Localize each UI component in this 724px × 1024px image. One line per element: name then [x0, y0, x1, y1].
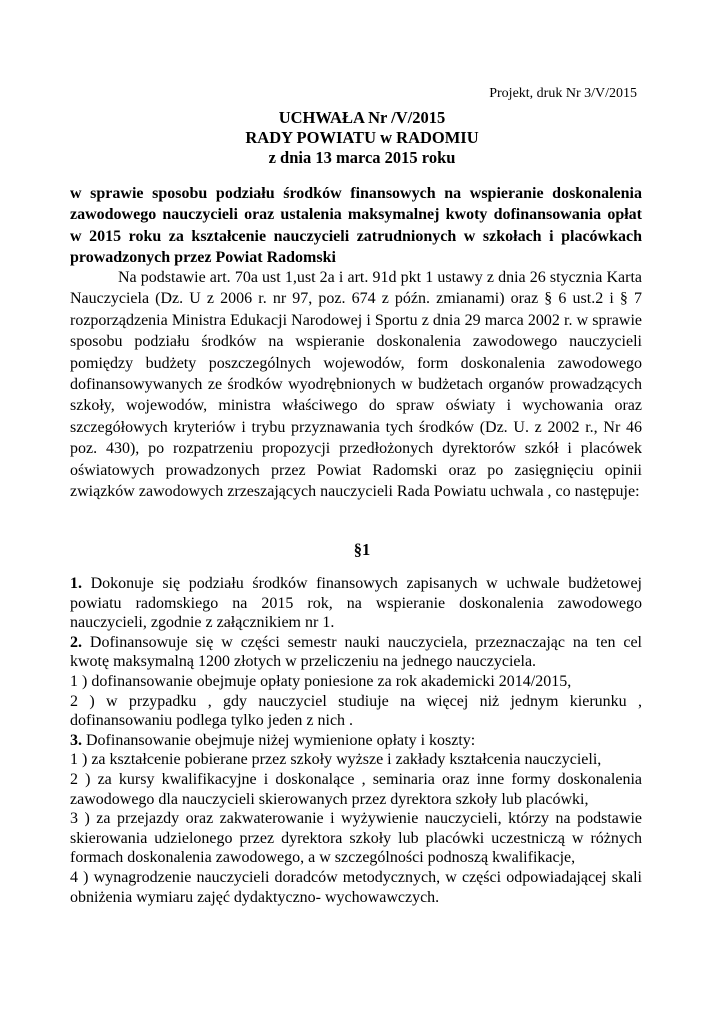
point-1 — [70, 574, 642, 633]
point-1-text: Dokonuje się podziału środków finansowych zapisanych w uchwale budżetowej powiatu radomskiego na 2015 rok, na wspieranie doskonalenia zawodowego nauczycieli, zgodnie z załącznikiem nr 1. — [70, 575, 642, 632]
resolution-subject: w sprawie sposobu podziału środków finansowych na wspieranie doskonalenia zawodowego nauczycieli oraz ustalenia maksymalnej kwoty dofinansowania opłat w 2015 roku za kształcenie nauczycieli zatrudnionych w szkołach i placówkach prowadzonych przez Powiat Radomski — [70, 185, 642, 267]
draft-reference: Projekt, druk Nr 3/V/2015 — [489, 86, 637, 101]
point-2-item-1: 1 ) dofinansowanie obejmuje opłaty poniesione za rok akademicki 2014/2015, — [70, 672, 572, 690]
point-2 — [70, 633, 642, 672]
point-2-number: 2. — [70, 633, 82, 651]
point-3-item-2: 2 ) za kursy kwalifikacyjne i doskonalące , seminaria oraz inne formy doskonalenia zawodowego dla nauczycieli skierowanych przez dyrektora szkoły lub placówki, — [70, 770, 642, 808]
point-2-text: Dofinansowuje się w części semestr nauki nauczyciela, przeznaczając na ten cel kwotę maksymalną 1200 złotych w przeliczeniu na jednego nauczyciela. — [70, 633, 642, 671]
legal-basis-text: Na podstawie art. 70a ust 1,ust 2a i art. 91d pkt 1 ustawy z dnia 26 stycznia Karta Nauczyciela (Dz. U z 2006 r. nr 97, poz. 674 z późn. zmianami) oraz § 6 ust.2 i § 7 rozporządzenia Ministra Edukacji Narodowej i Sportu z dnia 29 marca 2002 r. w sprawie sposobu podziału środków na wspieranie doskonalenia zawodowego nauczycieli pomiędzy budżety poszczególnych wojewodów, form doskonalenia zawodowego dofinansowywanych ze środków wyodrębnionych w budżetach organów prowadzących szkoły, wojewodów, ministra właściwego do spraw oświaty i wychowania oraz szczegółowych kryteriów i trybu przyznawania tych środków (Dz. U. z 2002 r., Nr 46 poz. 430), po rozpatrzeniu propozycji przedłożonych dyrektorów szkół i placówek oświatowych prowadzonych przez Powiat Radomski oraz po zasięgnięciu opinii związków zawodowych zrzeszających nauczycieli Rada Powiatu uchwala , co następuje: — [70, 269, 642, 501]
legal-basis-paragraph — [70, 267, 642, 502]
point-3-item-1: 1 ) za kształcenie pobierane przez szkoły wyższe i zakłady kształcenia nauczycieli, — [70, 751, 602, 769]
point-3-item-3: 3 ) za przejazdy oraz zakwaterowanie i wyżywienie nauczycieli, którzy na podstawie skierowania udzielonego przez dyrektora szkoły lub placówki uczestniczą w różnych formach doskonalenia zawodowego, a w szczególności podnoszą kwalifikacje, — [70, 810, 642, 867]
point-3-item-4: 4 ) wynagrodzenie nauczycieli doradców metodycznych, w części odpowiadającej skali obniżenia wymiaru zajęć dydaktyczno- wychowawczych. — [70, 868, 642, 906]
point-2-item-2: 2 ) w przypadku , gdy nauczyciel studiuje na więcej niż jednym kierunku , dofinansowaniu podlega tylko jeden z nich . — [70, 692, 642, 730]
resolution-body — [70, 574, 642, 907]
point-3-number: 3. — [70, 731, 82, 749]
resolution-number: UCHWAŁA Nr /V/2015 — [278, 108, 446, 127]
council-name: RADY POWIATU w RADOMIU — [245, 128, 479, 147]
point-3 — [70, 731, 642, 751]
resolution-date: z dnia 13 marca 2015 roku — [268, 148, 456, 167]
section-mark: §1 — [353, 540, 371, 559]
point-1-number: 1. — [70, 575, 82, 592]
point-3-text: Dofinansowanie obejmuje niżej wymienione opłaty i koszty: — [86, 731, 476, 749]
